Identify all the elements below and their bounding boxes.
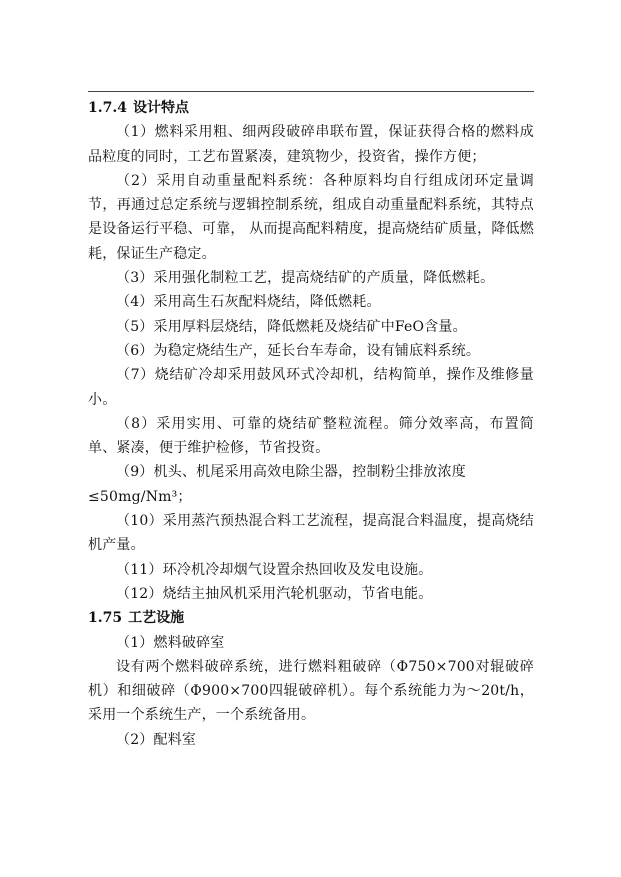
feature-item-3: （3）采用强化制粒工艺，提高烧结矿的产质量，降低燃耗。 (116, 270, 495, 287)
section-title: 设计特点 (132, 100, 189, 116)
header-rule (88, 91, 534, 92)
feature-item-12: （12）烧结主抽风机采用汽轮机驱动，节省电能。 (116, 585, 433, 602)
feature-item-2: （2）采用自动重量配料系统：各种原料均自行组成闭环定量调节，再通过总定系统与逻辑控制系统，组成自动重量配料系统，其特点是设备运行平稳、可靠， 从而提高配料精度，提高烧结矿质量，降低燃耗，保证生产稳定。 (88, 172, 534, 262)
section-number: 1.7.4 (88, 100, 127, 116)
feature-item-9 (88, 460, 534, 484)
feature-item-6: （6）为稳定烧结生产，延长台车寿命，设有铺底料系统。 (116, 342, 481, 359)
section-heading-1-7-4 (88, 96, 534, 120)
feature-item-1: （1）燃料采用粗、细两段破碎串联布置，保证获得合格的燃料成品粒度的同时，工艺布置紧凑，建筑物少，投资省，操作方便； (88, 124, 534, 165)
feature-item-11: （11）环冷机冷却烟气设置余热回收及发电设施。 (116, 561, 433, 578)
feature-item-4: （4）采用高生石灰配料烧结，降低燃耗。 (116, 294, 381, 311)
feature-item-9-limit: ≤50mg/Nm³； (88, 488, 192, 505)
feature-item-5: （5）采用厚料层烧结，降低燃耗及烧结矿中FeO含量。 (116, 318, 467, 335)
feature-item-8: （8）采用实用、可靠的烧结矿整粒流程。筛分效率高，布置简单、紧凑，便于维护检修，节省投资。 (88, 415, 534, 457)
subsection-body-fuel-crushing: 设有两个燃料破碎系统，进行燃料粗破碎（Φ750×700对辊破碎机）和细破碎（Φ900×700四辊破碎机）。每个系统能力为～20t/h，采用一个系统生产，一个系统备用。 (88, 658, 534, 724)
feature-item-10: （10）采用蒸汽预热混合料工艺流程，提高混合料温度，提高烧结机产量。 (88, 513, 534, 554)
section-number: 1.75 (88, 610, 123, 627)
feature-item-7: （7）烧结矿冷却采用鼓风环式冷却机，结构简单，操作及维修量小。 (88, 367, 534, 408)
section-title: 工艺设施 (128, 610, 185, 627)
subsection-title-fuel-crushing: （1）燃料破碎室 (116, 634, 225, 651)
document-body (88, 96, 534, 752)
feature-item-9-text: （9）机头、机尾采用高效电除尘器，控制粉尘排放浓度 (116, 464, 466, 481)
section-heading-1-75 (88, 606, 534, 630)
subsection-title-batching: （2）配料室 (116, 731, 197, 748)
